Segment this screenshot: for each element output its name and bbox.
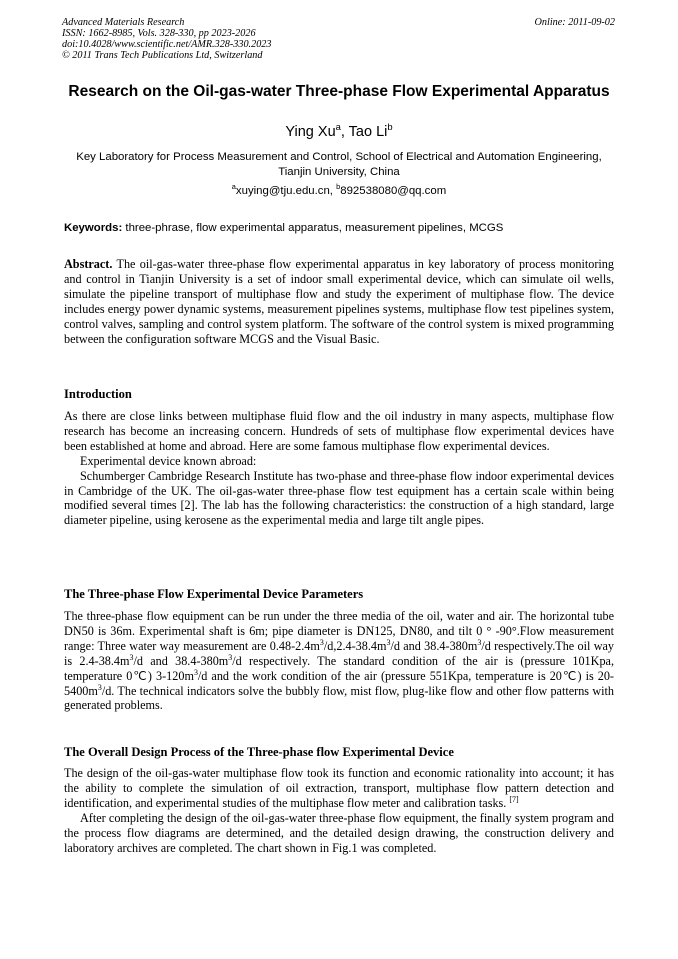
affiliation: Key Laboratory for Process Measurement and Control, School of Electrical and Automation Engineering, Tianjin University, China: [76, 151, 602, 178]
author-2-name: Tao Li: [348, 124, 388, 140]
intro-heading: Introduction: [64, 387, 132, 401]
intro-paragraph-1: As there are close links between multiphase fluid flow and the oil industry in many aspects, multiphase flow research has become an increasing concern. Hundreds of sets of multiphase flow experimental devices have been established at home and abroad. Here are some famous multiphase flow experimental devices.: [64, 409, 614, 453]
cube-sup: 3: [97, 682, 102, 692]
email-line: [60, 184, 618, 199]
cube-sup: 3: [193, 667, 198, 677]
params-text-5: /d and 38.4-380m: [133, 653, 229, 668]
params-text-6: /d respectively. The standard condition of the air is (pressure 101Kpa, temperature 0℃) 3-120m: [64, 653, 614, 683]
params-text-8: /d. The technical indicators solve the bubbly flow, mist flow, plug-like flow and other flow patterns with generated problems.: [64, 683, 614, 713]
params-paragraph: [64, 609, 614, 713]
email-2: 892538080@qq.com: [340, 185, 447, 197]
journal-name: Advanced Materials Research: [62, 17, 185, 28]
params-heading: The Three-phase Flow Experimental Device Parameters: [64, 587, 364, 601]
author-line: [60, 121, 618, 141]
params-text-1: The three-phase flow equipment can be run under the three media of the oil, water and air. The horizontal tube DN50 is 36m. Experimental shaft is 6m; pipe diameter is DN125, DN80, and tilt 0 ° -90°.Flow measurement range: Three water way measurement are 0.48-2.4m: [64, 609, 614, 653]
intro-paragraph-3: Schumberger Cambridge Research Institute has two-phase and three-phase flow indoor experimental devices in Cambridge of the UK. The oil-gas-water three-phase flow test equipment has a certain scale within being modified several times [2]. The lab has the following characteristics: the construction of a high standard, large diameter pipeline, using kerosene as the experimental media and large tilt angle pipes.: [64, 468, 614, 528]
params-text-3: /d and 38.4-380m: [390, 638, 478, 653]
abstract-text: The oil-gas-water three-phase flow experimental apparatus in key laboratory of process monitoring and control in Tianjin University is a set of indoor small experimental device, which can simulate oil wells, simulate the pipeline transport of multiphase flow and study the experiment of multiphase flow. The device includes energy power dynamic systems, measurement pipelines systems, multiphase flow test pipelines system, control valves, sampling and control system platform. The software of the control system is mixed programming between the configuration software MCGS and the Visual Basic.: [64, 257, 614, 346]
email-1-mark: a: [231, 182, 236, 192]
abstract-label: Abstract.: [64, 257, 113, 271]
cube-sup: 3: [228, 652, 233, 662]
email-1: xuying@tju.edu.cn,: [235, 185, 337, 197]
params-text-4: /d respectively.The oil way is 2.4-38.4m: [64, 638, 615, 668]
author-separator: ,: [340, 124, 349, 140]
author-2-mark: b: [387, 121, 393, 133]
author-1-mark: a: [335, 121, 341, 133]
intro-paragraph-2: Experimental device known abroad:: [80, 453, 257, 468]
issn-line: ISSN: 1662-8985, Vols. 328-330, pp 2023-2026: [62, 28, 256, 39]
design-heading: The Overall Design Process of the Three-phase flow Experimental Device: [64, 745, 454, 759]
cube-sup: 3: [129, 652, 134, 662]
keywords-text: three-phrase, flow experimental apparatus, measurement pipelines, MCGS: [122, 222, 504, 234]
author-1-name: Ying Xu: [285, 124, 336, 140]
design-body: [64, 766, 614, 855]
design-paragraph-2: After completing the design of the oil-gas-water three-phase flow equipment, the finally system program and the process flow diagrams are determined, and the detailed design drawing, the construction delivery and laboratory archives are completed. The chart shown in Fig.1 was completed.: [64, 810, 614, 855]
cube-sup: 3: [477, 637, 482, 647]
cube-sup: 3: [319, 637, 324, 647]
email-2-mark: b: [336, 182, 341, 192]
paper-title: Research on the Oil-gas-water Three-phase Flow Experimental Apparatus: [68, 83, 610, 100]
intro-body: [64, 409, 614, 528]
design-paragraph-1: [64, 766, 614, 811]
abstract: [64, 257, 614, 346]
copyright-line: © 2011 Trans Tech Publications Ltd, Switzerland: [62, 50, 263, 61]
citation-ref: [7]: [509, 794, 519, 804]
online-date: Online: 2011-09-02: [534, 17, 615, 28]
keywords-label: Keywords:: [64, 222, 123, 234]
cube-sup: 3: [386, 637, 391, 647]
keywords: [64, 221, 616, 236]
params-text-7: /d and the work condition of the air (pressure 551Kpa, temperature is 20℃) is 20-5400m: [64, 668, 614, 698]
params-text-2: /d,2.4-38.4m: [323, 638, 387, 653]
doi-line: doi:10.4028/www.scientific.net/AMR.328-330.2023: [62, 39, 272, 50]
design-p1-text: The design of the oil-gas-water multiphase flow took its function and economic rationality into account; it has the ability to complete the simulation of oil extraction, transport, multiphase flow pattern detection and identification, and experimental studies of the multiphase flow meter and calibration tasks.: [64, 766, 614, 810]
journal-header: [62, 17, 271, 61]
